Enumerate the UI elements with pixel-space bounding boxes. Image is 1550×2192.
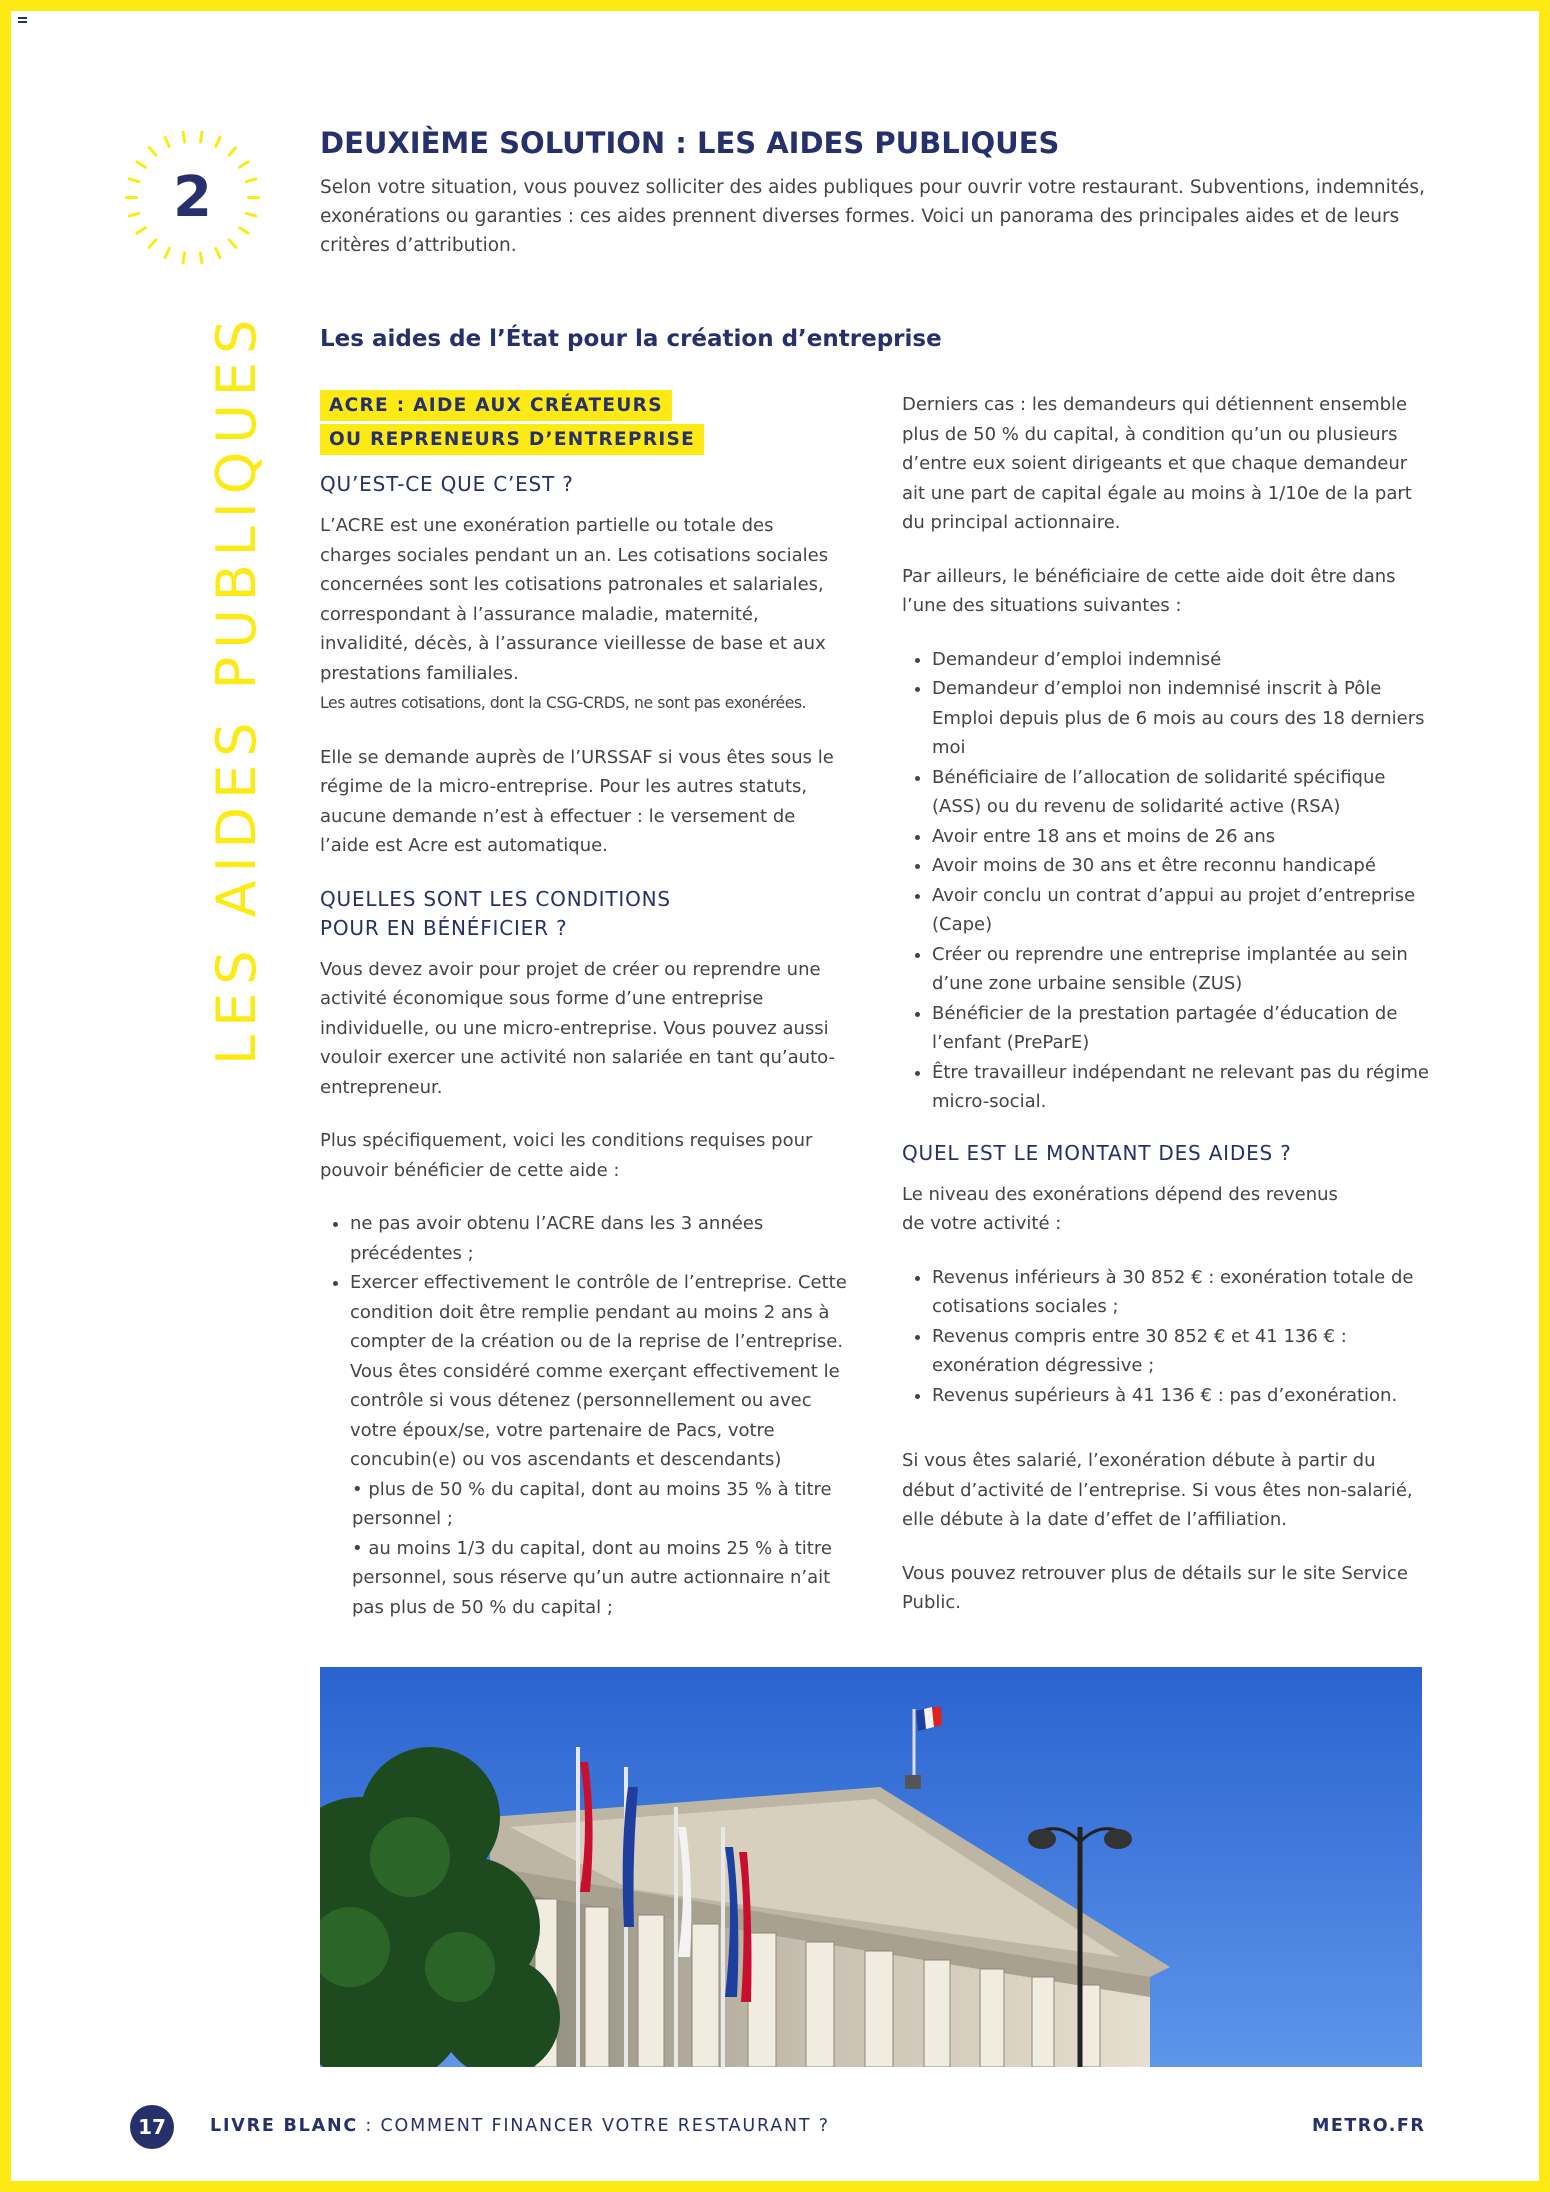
footer-site: METRO.FR — [1312, 2116, 1426, 2136]
paragraph: Plus spécifiquement, voici les conditions requises pour pouvoir bénéficier de cette aide : — [320, 1130, 813, 1181]
list-item: • Revenus supérieurs à 41 136 € : pas d’exonération. — [932, 1381, 1432, 1411]
footer-title — [210, 2116, 830, 2136]
list-item: • Revenus inférieurs à 30 852 € : exonération totale de cotisations sociales ; — [932, 1263, 1432, 1322]
page-title: DEUXIÈME SOLUTION : LES AIDES PUBLIQUES — [320, 126, 1060, 160]
menu-icon — [18, 17, 27, 19]
conditions-list — [320, 1209, 850, 1622]
right-column — [902, 390, 1432, 1642]
list-item: • Avoir moins de 30 ans et être reconnu handicapé — [932, 851, 1432, 881]
side-title: LES AIDES PUBLIQUES — [205, 311, 268, 1065]
heading-amount: QUEL EST LE MONTANT DES AIDES ? — [902, 1140, 1292, 1165]
list-item: • Créer ou reprendre une entreprise implantée au sein d’une zone urbaine sensible (ZUS) — [932, 940, 1432, 999]
page-number: 17 — [130, 2105, 174, 2149]
highlight-line-2: OU REPRENEURS D’ENTREPRISE — [320, 424, 704, 455]
heading-what: QU’EST-CE QUE C’EST ? — [320, 472, 574, 496]
list-item: • Avoir conclu un contrat d’appui au projet d’entreprise (Cape) — [932, 881, 1432, 940]
footer-subtitle: : COMMENT FINANCER VOTRE RESTAURANT ? — [358, 2116, 830, 2136]
paragraph: Derniers cas : les demandeurs qui détiennent ensemble plus de 50 % du capital, à condition qu’un ou plusieurs d’entre eux soient dirigeants et que chaque demandeur ait une part de capital égale au moins à 1/10e de la part du principal actionnaire. — [902, 394, 1412, 533]
list-item: • Demandeur d’emploi indemnisé — [932, 645, 1432, 675]
heading-conditions: QUELLES SONT LES CONDITIONS POUR EN BÉNÉFICIER ? — [320, 886, 671, 940]
paragraph — [320, 511, 850, 719]
list-item: • Être travailleur indépendant ne relevant pas du régime micro-social. — [932, 1058, 1432, 1117]
sub-list-item: • plus de 50 % du capital, dont au moins 35 % à titre personnel ; — [350, 1475, 850, 1534]
left-column — [320, 390, 850, 1644]
highlight-line-1: ACRE : AIDE AUX CRÉATEURS — [320, 390, 672, 421]
intro-paragraph: Selon votre situation, vous pouvez solliciter des aides publiques pour ouvrir votre restaurant. Subventions, indemnités, exonérations ou garanties : ces aides prennent diverses formes. Voici un panorama des principales aides et de leurs critères d’attribution. — [320, 177, 1425, 256]
list-item: • Demandeur d’emploi non indemnisé inscrit à Pôle Emploi depuis plus de 6 mois au cours des 18 derniers moi — [932, 674, 1432, 763]
sub-list-item: • au moins 1/3 du capital, dont au moins 25 % à titre personnel, sous réserve qu’un autre actionnaire n’ait pas plus de 50 % du capital ; — [350, 1534, 850, 1623]
section-number: 2 — [173, 165, 212, 230]
section-number-badge — [120, 125, 265, 270]
section-subheading: Les aides de l’État pour la création d’entreprise — [320, 326, 942, 352]
paragraph: Le niveau des exonérations dépend des revenus de votre activité : — [902, 1183, 1338, 1234]
paragraph: Vous devez avoir pour projet de créer ou reprendre une activité économique sous forme d’une entreprise individuelle, ou une micro-entreprise. Vous pouvez aussi vouloir exercer une activité non salariée en tant qu’auto-entrepreneur. — [320, 958, 835, 1098]
list-item: • Bénéficier de la prestation partagée d’éducation de l’enfant (PreParE) — [932, 999, 1432, 1058]
footer-brand: LIVRE BLANC — [210, 2116, 359, 2136]
paragraph: Par ailleurs, le bénéficiaire de cette aide doit être dans l’une des situations suivantes : — [902, 565, 1396, 616]
list-item: • Bénéficiaire de l’allocation de solidarité spécifique (ASS) ou du revenu de solidarité active (RSA) — [932, 763, 1432, 822]
photo-illustration — [320, 1667, 1422, 2067]
sub-list — [350, 1475, 850, 1623]
list-item — [350, 1268, 850, 1622]
paragraph: Si vous êtes salarié, l’exonération débute à partir du début d’activité de l’entreprise. Si vous êtes non-salarié, elle débute à la date d’effet de l’affiliation. — [902, 1450, 1413, 1530]
amounts-list — [902, 1263, 1432, 1411]
acre-description: L’ACRE est une exonération partielle ou totale des charges sociales pendant un an. Les cotisations sociales concernées sont les cotisations patronales et salariales, correspondant à l’assurance maladie, maternité, invalidité, décès, à l’assurance vieillesse de base et aux prestations familiales. — [320, 515, 829, 684]
paragraph: Vous pouvez retrouver plus de détails sur le site Service Public. — [902, 1562, 1408, 1613]
acre-highlight — [320, 390, 850, 458]
list-item-text: Exercer effectivement le contrôle de l’entreprise. Cette condition doit être remplie pendant au moins 2 ans à compter de la création ou de la reprise de l’entreprise. Vous êtes considéré comme exerçant effectivement le contrôle si vous détenez (personnellement ou avec votre époux/se, votre partenaire de Pacs, votre concubin(e) ou vos ascendants et descendants) — [350, 1272, 847, 1470]
list-item: • Revenus compris entre 30 852 € et 41 136 € : exonération dégressive ; — [932, 1322, 1432, 1381]
building-photo — [320, 1667, 1422, 2067]
list-item: • ne pas avoir obtenu l’ACRE dans les 3 années précédentes ; — [350, 1209, 850, 1268]
acre-note: Les autres cotisations, dont la CSG-CRDS, ne sont pas exonérées. — [320, 694, 807, 712]
paragraph: Elle se demande auprès de l’URSSAF si vous êtes sous le régime de la micro-entreprise. Pour les autres statuts, aucune demande n’est à effectuer : le versement de l’aide est Acre est automatique. — [320, 746, 834, 856]
situations-list — [902, 645, 1432, 1117]
list-item: • Avoir entre 18 ans et moins de 26 ans — [932, 822, 1432, 852]
